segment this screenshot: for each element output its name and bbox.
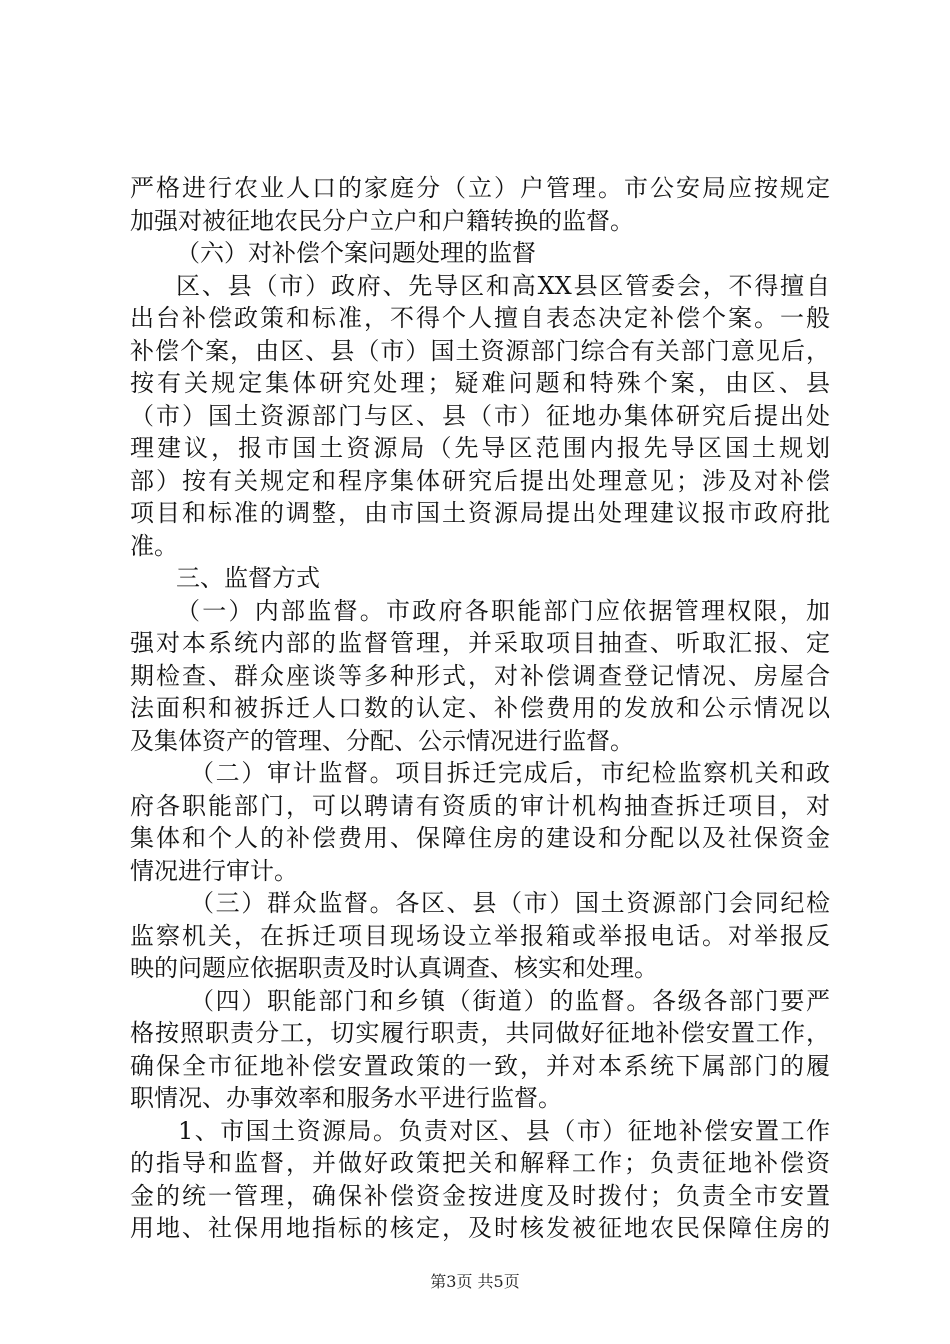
body-line: 映的问题应依据职责及时认真调查、核实和处理。: [130, 954, 658, 982]
body-line: （二）审计监督。项目拆迁完成后，市纪检监察机关和政: [190, 759, 830, 787]
body-line: 按有关规定集体研究处理；疑难问题和特殊个案，由区、县: [130, 369, 830, 397]
body-line: 补偿个案，由区、县（市）国土资源部门综合有关部门意见后，: [130, 336, 830, 365]
body-line: 加强对被征地农民分户立户和户籍转换的监督。: [130, 206, 634, 235]
body-line: 府各职能部门，可以聘请有资质的审计机构抽查拆迁项目，对: [130, 791, 830, 820]
body-line: 严格进行农业人口的家庭分（立）户管理。市公安局应按规定: [130, 174, 830, 202]
body-line: 格按照职责分工，切实履行职责，共同做好征地补偿安置工作，: [130, 1019, 830, 1047]
body-line: 监察机关，在拆迁项目现场设立举报箱或举报电话。对举报反: [130, 921, 830, 950]
body-line: 1、市国土资源局。负责对区、县（市）征地补偿安置工作: [178, 1116, 830, 1145]
body-line: 强对本系统内部的监督管理，并采取项目抽查、听取汇报、定: [130, 629, 830, 657]
body-line: 区、县（市）政府、先导区和高XX县区管委会，不得擅自: [176, 271, 830, 300]
body-line: （一）内部监督。市政府各职能部门应依据管理权限，加: [176, 596, 830, 625]
body-line: （四）职能部门和乡镇（街道）的监督。各级各部门要严: [190, 986, 830, 1015]
body-line: 期检查、群众座谈等多种形式，对补偿调查登记情况、房屋合: [130, 661, 830, 690]
body-line: （市）国土资源部门与区、县（市）征地办集体研究后提出处: [130, 401, 830, 430]
body-line: 准。: [130, 531, 178, 560]
document-body: [130, 172, 830, 1245]
page-number-footer: 第3页 共5页: [430, 1272, 520, 1291]
body-line: 项目和标准的调整，由市国土资源局提出处理建议报市政府批: [130, 499, 830, 527]
body-line: （三）群众监督。各区、县（市）国土资源部门会同纪检: [190, 889, 830, 917]
body-line: 出台补偿政策和标准，不得个人擅自表态决定补偿个案。一般: [130, 304, 830, 332]
body-line: 用地、社保用地指标的核定，及时核发被征地农民保障住房的: [130, 1214, 830, 1242]
body-line: 部）按有关规定和程序集体研究后提出处理意见；涉及对补偿: [130, 466, 830, 495]
body-line: 集体和个人的补偿费用、保障住房的建设和分配以及社保资金: [130, 824, 830, 852]
section-heading: 三、监督方式: [176, 564, 320, 592]
section-heading: （六）对补偿个案问题处理的监督: [176, 239, 536, 267]
body-line: 职情况、办事效率和服务水平进行监督。: [130, 1084, 562, 1112]
body-line: 理建议，报市国土资源局（先导区范围内报先导区国土规划: [130, 434, 830, 462]
body-line: 的指导和监督，并做好政策把关和解释工作；负责征地补偿资: [130, 1149, 830, 1177]
body-line: 金的统一管理，确保补偿资金按进度及时拨付；负责全市安置: [130, 1181, 830, 1210]
body-line: 情况进行审计。: [130, 856, 298, 885]
body-line: 确保全市征地补偿安置政策的一致，并对本系统下属部门的履: [130, 1051, 830, 1080]
body-line: 法面积和被拆迁人口数的认定、补偿费用的发放和公示情况以: [130, 694, 830, 722]
body-line: 及集体资产的管理、分配、公示情况进行监督。: [130, 726, 634, 755]
